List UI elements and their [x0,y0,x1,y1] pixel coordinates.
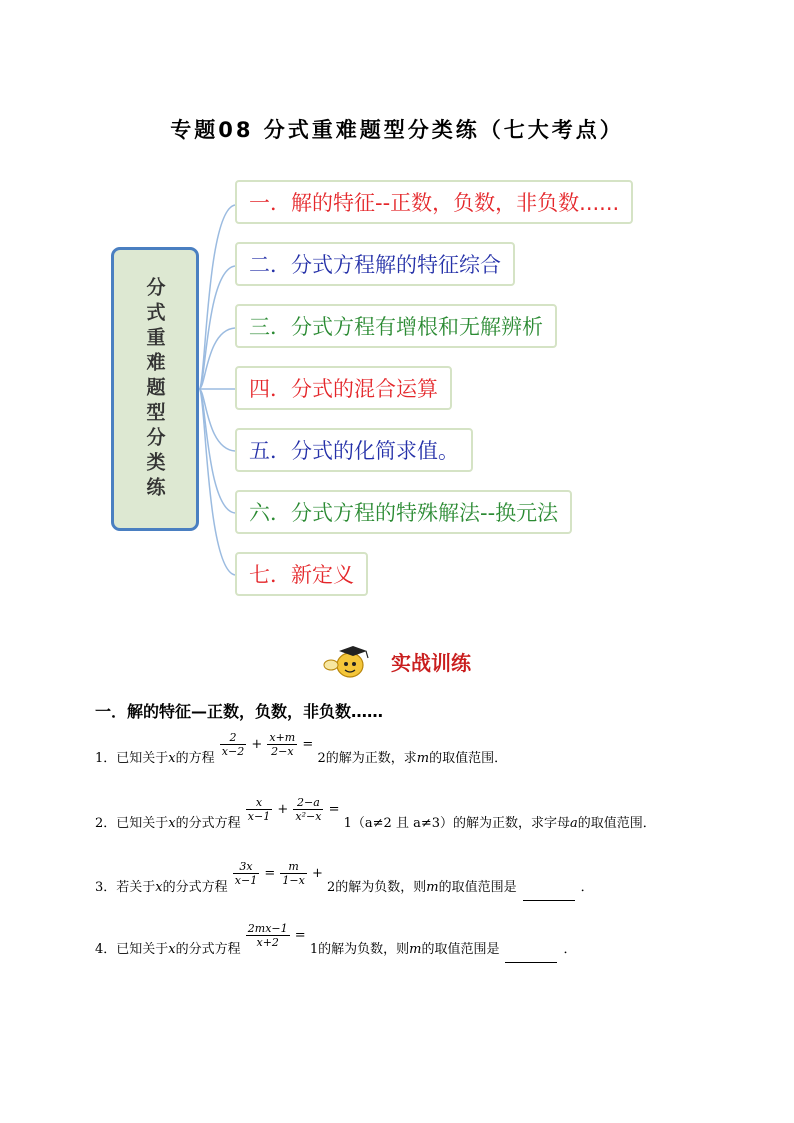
mascot-doctor-icon [323,643,375,679]
question-4: 4．已知关于x的分式方程 $\frac{2mx-1}{x+2}$ = 1的解为负数，则m的取值范围是 ． [95,936,576,963]
topic-node-5: 五．分式的化简求值。 [235,428,473,472]
mindmap-center-label: 分式重难题型分类练 [143,276,166,502]
mindmap-center [111,247,199,531]
section-banner [0,643,794,679]
question-3: 3．若关于x的分式方程 $\frac{3x}{x-1}$ = $\frac{m}{1-x}$ + 2的解为负数，则m的取值范围是 ． [95,874,594,901]
topic-node-4: 四．分式的混合运算 [235,366,452,410]
answer-blank[interactable] [523,888,575,901]
topic-node-3: 三．分式方程有增根和无解辨析 [235,304,557,348]
answer-blank[interactable] [505,950,557,963]
topic-node-7: 七．新定义 [235,552,368,596]
question-2: 2．已知关于x的分式方程 $\frac{x}{x-1}$ + $\frac{2-a}{\text{x²−x}}$ = 1（a≠2 且 a≠3）的解为正数，求字母a的取值范围． [95,796,656,831]
topic-node-6: 六．分式方程的特殊解法--换元法 [235,490,572,534]
section-label: 实战训练 [391,650,471,675]
section-heading: 一．解的特征—正数，负数，非负数…… [95,702,384,721]
question-1: 1．已知关于x的方程 $\frac{2}{x-2}$ + $\frac{x+m}{2-x}$ = 2的解为正数，求m的取值范围． [95,731,508,766]
topic-node-1: 一．解的特征--正数，负数，非负数...... [235,180,633,224]
topic-node-2: 二．分式方程解的特征综合 [235,242,515,286]
page-title: 专题08 分式重难题型分类练（七大考点） [170,118,624,142]
